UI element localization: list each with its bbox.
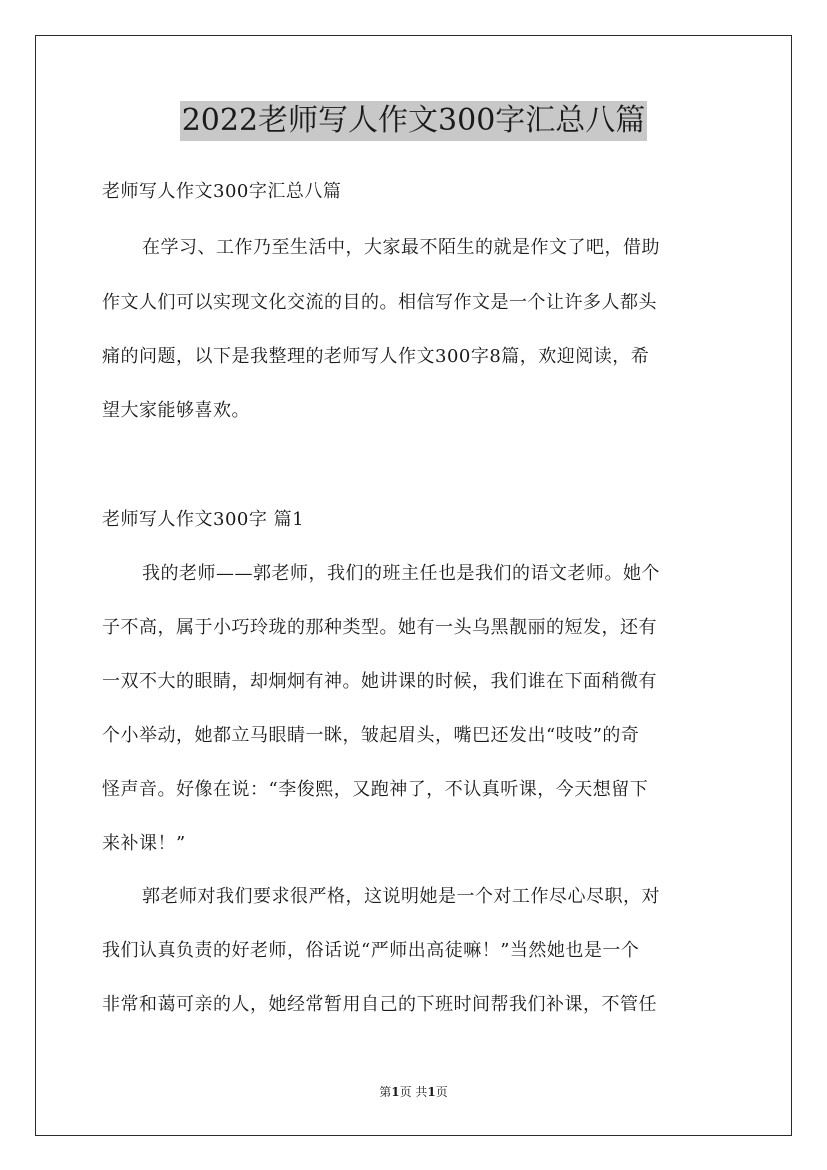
- intro-line-4: 望大家能够喜欢。: [102, 400, 250, 421]
- footer-page-number: 1: [391, 1085, 400, 1099]
- para1-line-2: 子不高，属于小巧玲珑的那种类型。她有一头乌黑靓丽的短发，还有: [102, 617, 657, 638]
- intro-line-1: 在学习、工作乃至生活中，大家最不陌生的就是作文了吧，借助: [142, 237, 660, 258]
- para2-line-3: 非常和蔼可亲的人，她经常暂用自己的下班时间帮我们补课，不管任: [102, 994, 657, 1015]
- para1-line-5: 怪声音。好像在说：“李俊熙，又跑神了，不认真听课，今天想留下: [102, 779, 649, 800]
- intro-line-3: 痛的问题，以下是我整理的老师写人作文300字8篇，欢迎阅读，希: [102, 346, 650, 367]
- section-heading: 老师写人作文300字 篇1: [102, 509, 305, 530]
- document-title: 2022老师写人作文300字汇总八篇: [180, 101, 648, 141]
- para1-line-4: 个小举动，她都立马眼睛一眯，皱起眉头，嘴巴还发出“吱吱”的奇: [102, 725, 640, 746]
- footer-prefix: 第: [379, 1085, 392, 1099]
- para2-line-1: 郭老师对我们要求很严格，这说明她是一个对工作尽心尽职，对: [142, 886, 660, 907]
- para1-line-6: 来补课！”: [102, 833, 186, 854]
- subtitle: 老师写人作文300字汇总八篇: [102, 181, 342, 202]
- para2-line-2: 我们认真负责的好老师，俗话说“严师出高徒嘛！”当然她也是一个: [102, 940, 640, 961]
- para1-line-1: 我的老师——郭老师，我们的班主任也是我们的语文老师。她个: [142, 563, 660, 584]
- title-container: [0, 101, 827, 141]
- para1-line-3: 一双不大的眼睛，却炯炯有神。她讲课的时候，我们谁在下面稍微有: [102, 671, 657, 692]
- footer-page-total: 1: [427, 1085, 436, 1099]
- intro-line-2: 作文人们可以实现文化交流的目的。相信写作文是一个让许多人都头: [102, 292, 657, 313]
- footer-mid: 页 共: [399, 1085, 428, 1099]
- page-footer: [0, 1084, 827, 1100]
- footer-suffix: 页: [435, 1085, 448, 1099]
